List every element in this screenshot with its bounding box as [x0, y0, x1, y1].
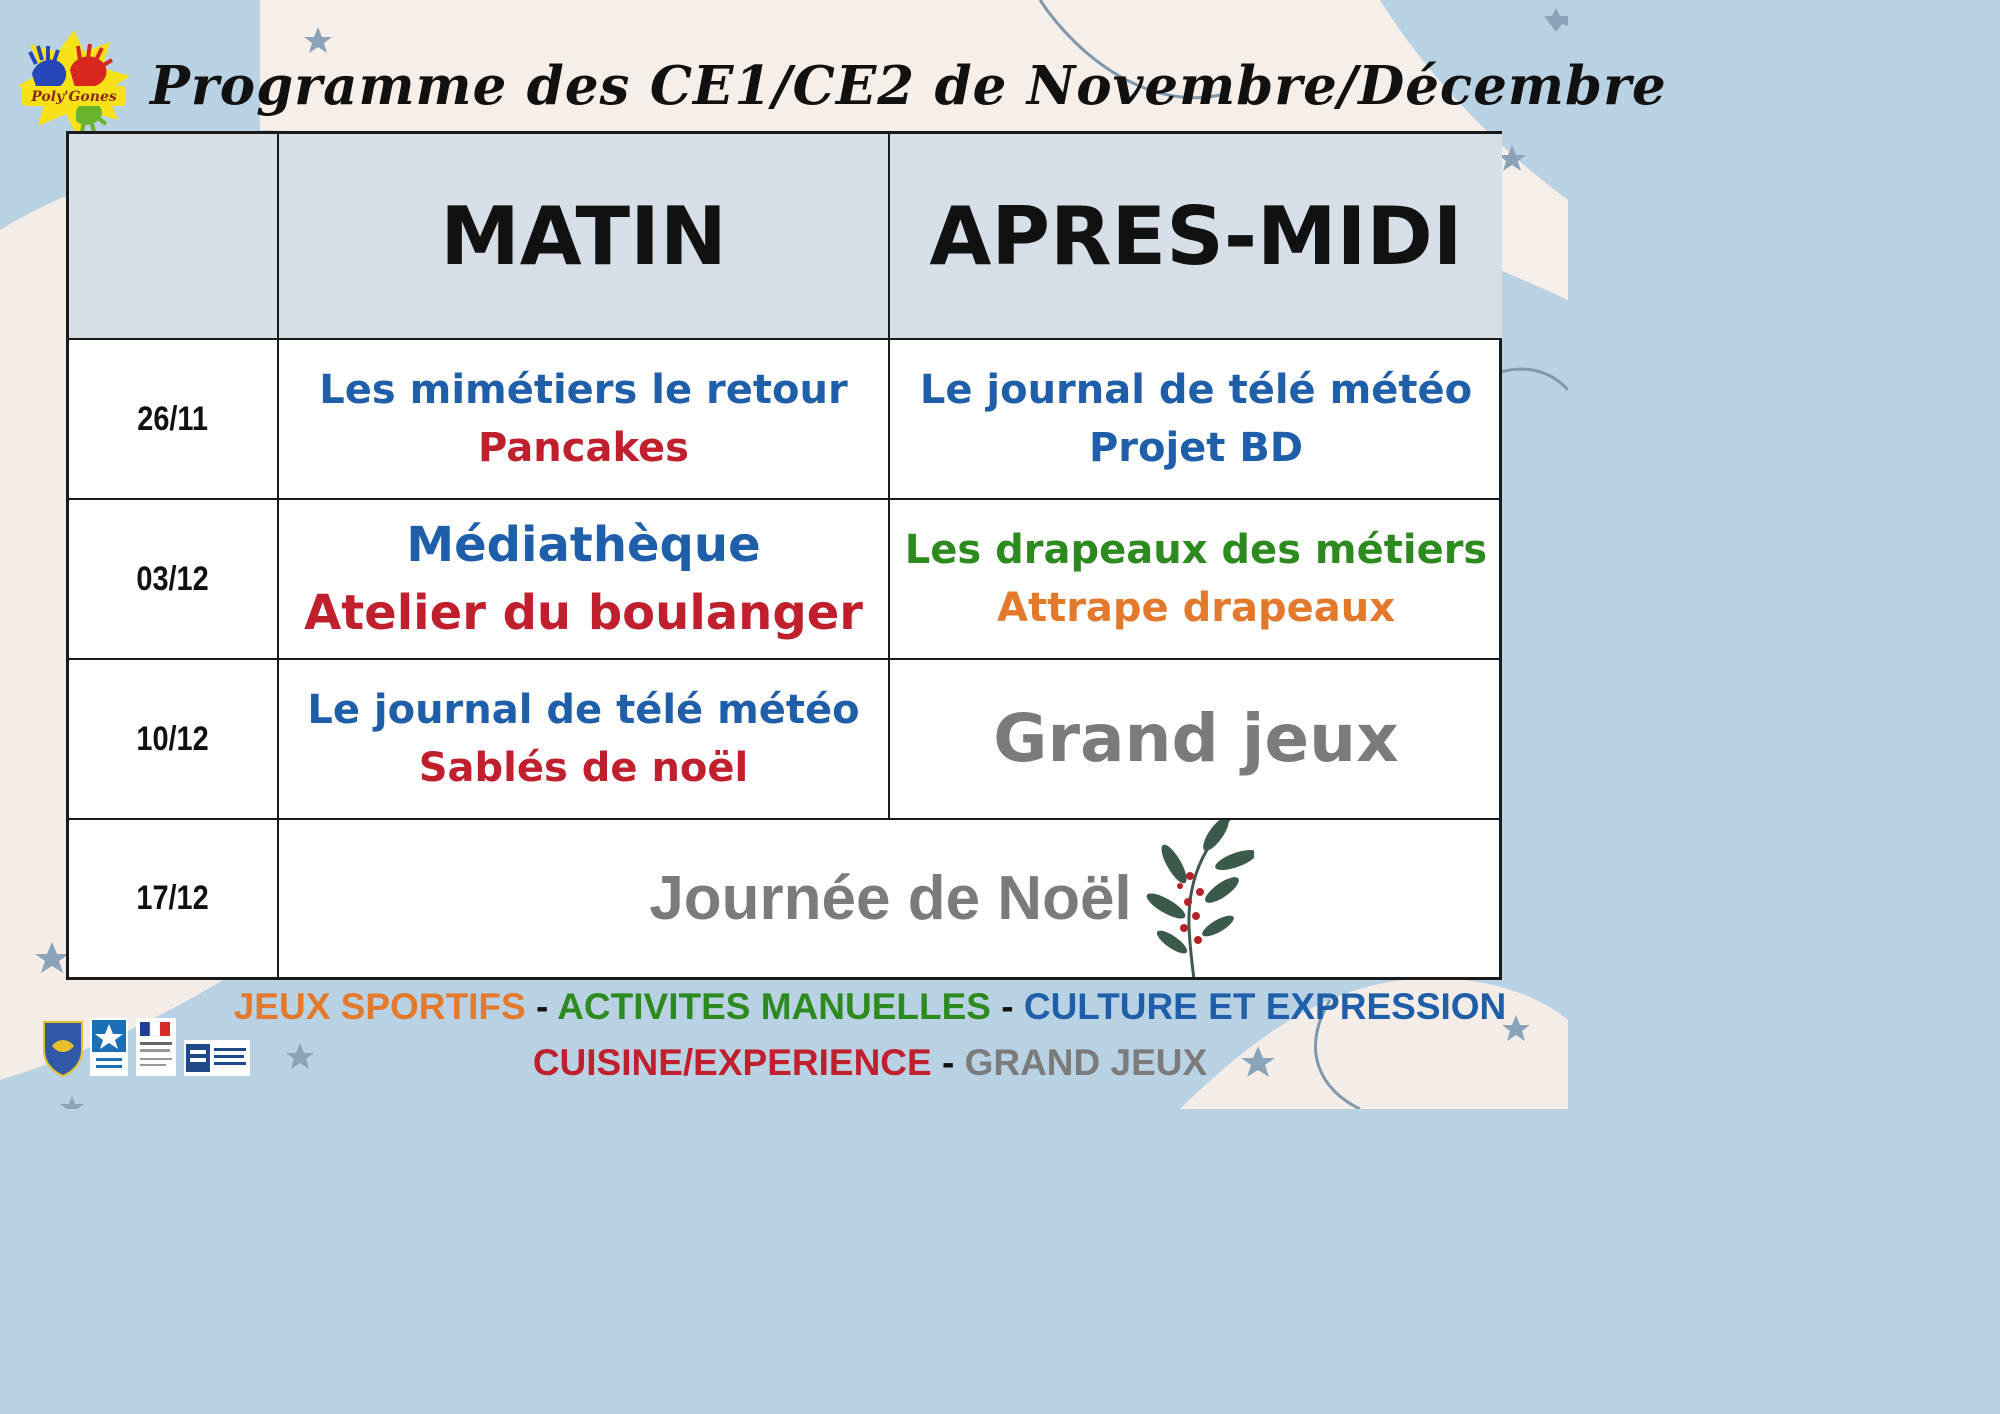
header-label: APRES-MIDI	[929, 189, 1463, 283]
legend-separator: -	[941, 1042, 955, 1083]
morning-cell	[279, 660, 890, 820]
date-cell	[69, 340, 279, 500]
legend-item: CULTURE ET EXPRESSION	[1023, 986, 1507, 1027]
activity: Projet BD	[1088, 425, 1304, 471]
republique-logo-icon	[136, 1018, 176, 1076]
activity: Médiathèque	[406, 517, 761, 573]
full-day-cell	[279, 820, 1502, 977]
date-label: 10/12	[136, 719, 210, 758]
star-icon	[1544, 8, 1568, 32]
header-matin	[279, 134, 890, 340]
morning-cell	[279, 340, 890, 500]
legend-item: CUISINE/EXPERIENCE	[532, 1042, 932, 1083]
header-label: MATIN	[440, 189, 727, 283]
date-cell	[69, 660, 279, 820]
logo-text: Poly'Gones	[31, 89, 117, 105]
activity: Attrape drapeaux	[997, 585, 1395, 631]
date-cell	[69, 820, 279, 977]
date-label: 26/11	[137, 399, 209, 438]
afternoon-cell	[890, 660, 1502, 820]
date-label: 03/12	[136, 559, 210, 598]
activity: Le journal de télé météo	[307, 687, 860, 733]
legend-line-2	[200, 1042, 1540, 1084]
polygones-logo-icon	[18, 30, 130, 138]
legend-item: GRAND JEUX	[964, 1042, 1208, 1083]
legend-line-1	[200, 986, 1540, 1028]
corner-cell	[69, 134, 279, 340]
holly-branch-icon	[1144, 820, 1254, 977]
legend-item: ACTIVITES MANUELLES	[557, 986, 991, 1027]
schedule-table	[66, 131, 1502, 980]
date-cell	[69, 500, 279, 660]
partner-logos	[42, 1016, 252, 1078]
crest-icon	[44, 1022, 82, 1076]
afternoon-cell	[890, 500, 1502, 660]
caf-logo-icon	[90, 1018, 128, 1076]
activity: Grand jeux	[993, 700, 1399, 777]
morning-cell	[279, 500, 890, 660]
activity: Journée de Noël	[649, 864, 1132, 933]
legend-item: JEUX SPORTIFS	[233, 986, 526, 1027]
activity: Sablés de noël	[418, 745, 749, 791]
activity: Pancakes	[478, 425, 689, 471]
activity: Atelier du boulanger	[304, 585, 863, 641]
legend-separator: -	[535, 986, 549, 1027]
activity: Les mimétiers le retour	[319, 367, 848, 413]
page-title: Programme des CE1/CE2 de Novembre/Décembre	[150, 55, 1667, 117]
activity: Le journal de télé météo	[919, 367, 1473, 413]
legend-separator: -	[1001, 986, 1014, 1027]
header-apres-midi	[890, 134, 1502, 340]
date-label: 17/12	[136, 879, 210, 917]
afternoon-cell	[890, 340, 1502, 500]
star-icon	[60, 1096, 84, 1109]
activity: Les drapeaux des métiers	[904, 527, 1488, 573]
msa-logo-icon	[184, 1040, 250, 1076]
